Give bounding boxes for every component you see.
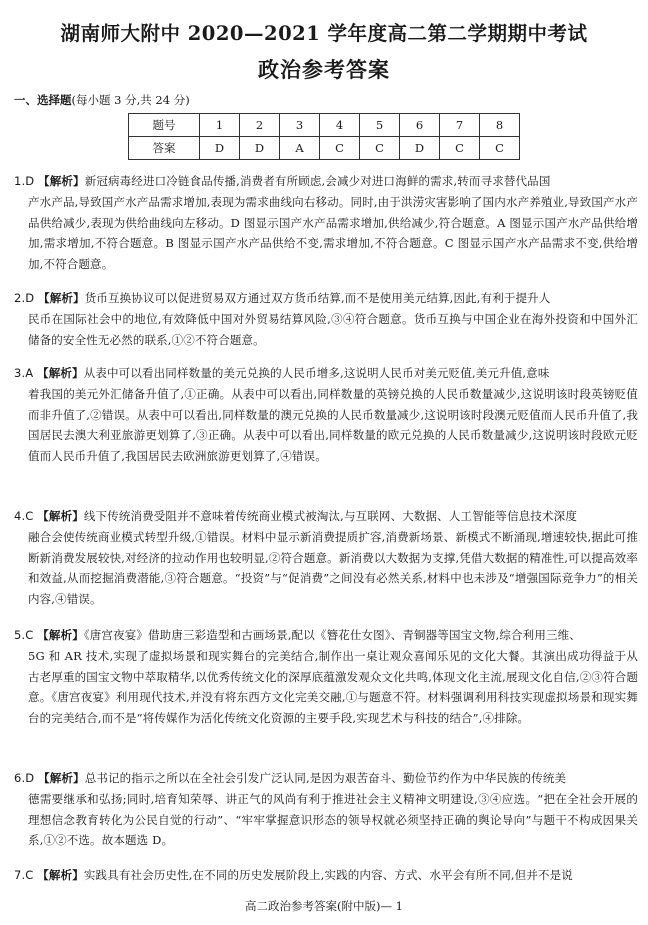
row-label-number: 题号 (129, 114, 200, 137)
answer-table-number-row (129, 114, 520, 137)
question-number: 4.C (14, 509, 34, 523)
answer-cell: D (200, 137, 240, 160)
answer-cell: C (360, 137, 400, 160)
explanation-tag: 【解析】 (37, 628, 84, 642)
explanation-body: 德需要继承和弘扬;同时,培育知荣辱、讲正气的风尚有利于推进社会主义精神文明建设,③④应选。“把在全社会开展的理想信念教育转化为公民自觉的行动”、“牢牢掌握意识形态的领导权就必须坚持正确的舆论导向”与题干不构成因果关系,①②不选。故本题选 D。 (28, 791, 638, 848)
question-number-cell: 2 (240, 114, 280, 137)
section-note: (每小题 3 分,共 24 分) (71, 93, 190, 107)
explanation-body: 产水产品,导致国产水产品需求增加,表现为需求曲线向右移动。同时,由于洪涝灾害影响了国内水产养殖业,导致国产水产品供给减少,表现为供给曲线向左移动。D 图显示国产水产品需求增加,供给减少,符合题意。A 图显示国产水产品供给增加,需求增加,不符合题意。B 图显示国产水产品供给不变,需求增加,不符合题意。C 图显示国产水产品需求不变,供给增加,不符合题意。 (28, 194, 638, 272)
answer-cell: D (400, 137, 440, 160)
question-number-cell: 4 (320, 114, 360, 137)
question-explanation-3 (14, 363, 638, 467)
explanation-tag: 【解析】 (38, 771, 85, 785)
page-footer: 高二政治参考答案(附中版)— 1 (245, 899, 403, 913)
explanation-tag: 【解析】 (37, 366, 84, 380)
question-explanation-1 (14, 171, 638, 275)
explanation-first-line: 新冠病毒经进口冷链食品传播,消费者有所顾虑,会减少对进口海鲜的需求,转而寻求替代品国 (84, 174, 551, 188)
explanation-first-line: 线下传统消费受阻并不意味着传统商业模式被淘汰,与互联网、大数据、人工智能等信息技术深度 (83, 509, 577, 523)
question-number: 5.C (14, 628, 34, 642)
question-number-cell: 8 (480, 114, 520, 137)
answer-table-answer-row (129, 137, 520, 160)
explanation-first-line: 从表中可以看出同样数量的美元兑换的人民币增多,这说明人民币对美元贬值,美元升值,意味 (83, 366, 550, 380)
row-label-answer: 答案 (129, 137, 200, 160)
answer-table (128, 113, 520, 160)
explanation-first-line: 总书记的指示之所以在全社会引发广泛认同,是因为艰苦奋斗、勤俭节约作为中华民族的传统美 (84, 771, 567, 785)
explanation-body: 民币在国际社会中的地位,有效降低中国对外贸易结算风险,③④符合题意。货币互换与中国企业在海外投资和中国外汇储备的安全性无必然的联系,①②不符合题意。 (28, 311, 638, 347)
question-number: 2.D (14, 291, 35, 305)
question-number: 7.C (14, 868, 34, 882)
explanation-body: 融合会使传统商业模式转型升级,①错误。材料中显示新消费提质扩容,消费新场景、新模式不断涌现,增速较快,据此可推断新消费发展较快,对经济的拉动作用也较明显,②符合题意。新消费以大数据为支撑,凭借大数据的精准性,可以提高效率和效益,从而挖掘消费潜能,③符合题意。“投资”与“促消费”之间没有必然关系,材料中也未涉及“增强国际竞争力”的相关内容,④错误。 (28, 529, 638, 607)
question-explanation-5 (14, 625, 638, 729)
question-explanation-7 (14, 865, 638, 886)
question-explanation-6 (14, 768, 638, 851)
answer-cell: A (280, 137, 320, 160)
question-number-cell: 3 (280, 114, 320, 137)
explanation-first-line: 《唐宫夜宴》借助唐三彩造型和古画场景,配以《簪花仕女图》、青铜器等国宝文物,综合利用三维、 (83, 628, 581, 642)
answer-cell: D (240, 137, 280, 160)
document-subtitle: 政治参考答案 (258, 57, 390, 82)
explanation-tag: 【解析】 (37, 509, 84, 523)
question-number: 6.D (14, 771, 35, 785)
section-heading (14, 92, 190, 108)
question-number: 1.D (14, 174, 35, 188)
explanation-first-line: 实践具有社会历史性,在不同的历史发展阶段上,实践的内容、方式、水平会有所不同,但并不是说 (83, 868, 573, 882)
explanation-body: 着我国的美元外汇储备升值了,①正确。从表中可以看出,同样数量的英镑兑换的人民币数量减少,这说明该时段英镑贬值而非升值了,②错误。从表中可以看出,同样数量的澳元兑换的人民币数量减少,这说明该时段澳元贬值而人民币升值了,我国居民去澳大利亚旅游更划算了,③正确。从表中可以看出,同样数量的欧元兑换的人民币数量减少,这说明该时段欧元贬值而人民币升值了,我国居民去欧洲旅游更划算了,④错误。 (28, 386, 638, 464)
document-title: 湖南师大附中 2020—2021 学年度高二第二学期期中考试 (60, 22, 588, 45)
explanation-tag: 【解析】 (38, 291, 85, 305)
answer-cell: C (320, 137, 360, 160)
question-explanation-4 (14, 506, 638, 610)
question-number-cell: 7 (440, 114, 480, 137)
question-number-cell: 6 (400, 114, 440, 137)
explanation-body: 5G 和 AR 技术,实现了虚拟场景和现实舞台的完美结合,制作出一桌让观众喜闻乐见的文化大餐。其演出成功得益于从古老厚重的国宝文物中萃取精华,以优秀传统文化的深厚底蕴激发观众文化共鸣,体现文化主流,展现文化自信,②③符合题意。《唐宫夜宴》利用现代技术,并没有将东西方文化完美交融,①与题意不符。材料强调利用科技实现虚拟场景和现实舞台的完美结合,而不是“将传媒作为活化传统文化资源的主要手段,实现艺术与科技的结合”,④排除。 (28, 648, 638, 726)
section-title: 一、选择题 (14, 93, 72, 107)
question-number-cell: 1 (200, 114, 240, 137)
explanation-tag: 【解析】 (38, 174, 85, 188)
question-number-cell: 5 (360, 114, 400, 137)
explanation-first-line: 货币互换协议可以促进贸易双方通过双方货币结算,而不是使用美元结算,因此,有利于提升人 (84, 291, 551, 305)
answer-cell: C (480, 137, 520, 160)
question-number: 3.A (14, 366, 34, 380)
explanation-tag: 【解析】 (37, 868, 84, 882)
answer-cell: C (440, 137, 480, 160)
question-explanation-2 (14, 288, 638, 350)
